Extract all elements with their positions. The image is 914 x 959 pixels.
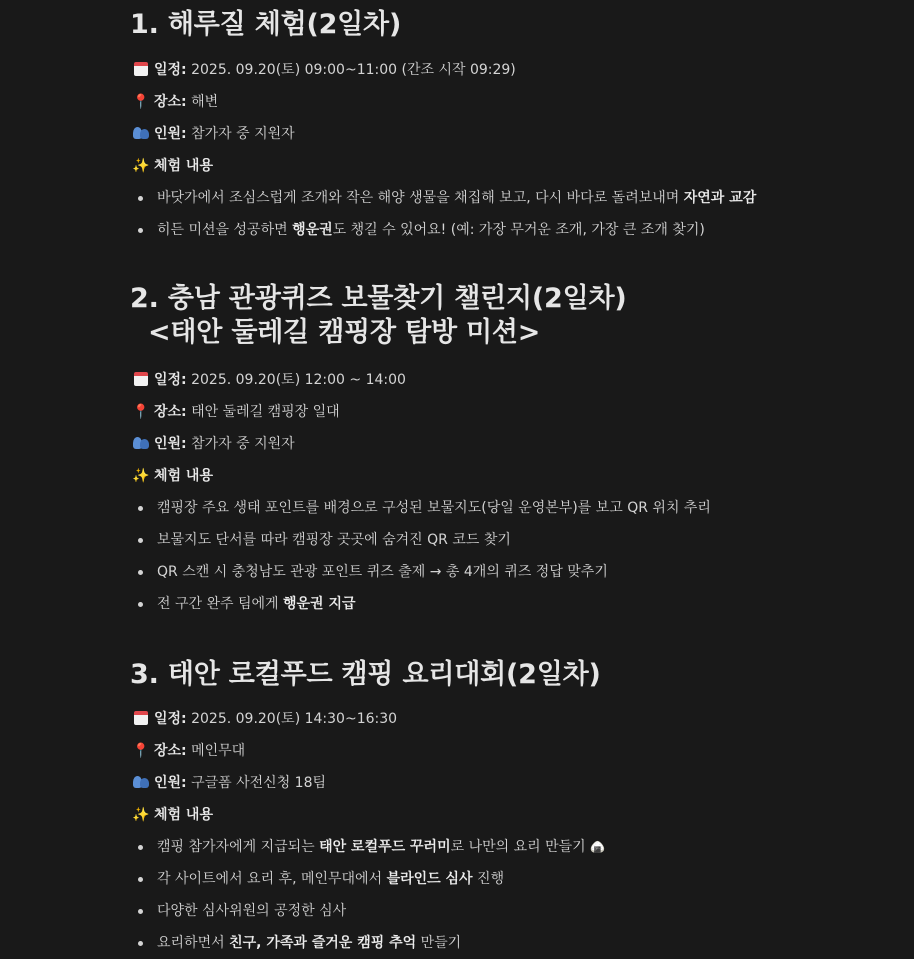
calendar-icon — [132, 54, 150, 86]
list-item: 요리하면서 친구, 가족과 즐거운 캠핑 추억 만들기 — [130, 927, 890, 959]
schedule-value: 2025. 09.20(토) 12:00 ~ 14:00 — [186, 372, 406, 388]
pin-icon: 📍 — [132, 94, 150, 110]
pin-icon: 📍 — [132, 404, 150, 420]
rice-ball-icon: 🍙 — [590, 840, 606, 854]
section-2-subtitle: <태안 둘레길 캠핑장 탐방 미션> — [148, 317, 541, 348]
place-label: 장소: — [154, 94, 187, 110]
list-item: 캠핑 참가자에게 지급되는 태안 로컬푸드 꾸러미로 나만의 요리 만들기 🍙 — [130, 831, 890, 863]
calendar-icon — [132, 703, 150, 735]
place-value: 태안 둘레길 캠핑장 일대 — [186, 404, 340, 420]
list-item: QR 스캔 시 충청남도 관광 포인트 퀴즈 출제 → 총 4개의 퀴즈 정답 맞추기 — [130, 556, 890, 588]
list-item: 히든 미션을 성공하면 행운권도 챙길 수 있어요! (예: 가장 무거운 조개, 가장 큰 조개 찾기) — [130, 214, 890, 246]
people-label: 인원: — [154, 775, 187, 791]
people-row — [132, 118, 890, 150]
people-value: 참가자 중 지원자 — [186, 436, 295, 452]
sparkles-icon: ✨ — [132, 158, 150, 174]
content-row — [132, 799, 890, 831]
content-row — [132, 150, 890, 182]
schedule-value: 2025. 09.20(토) 14:30~16:30 — [186, 711, 398, 727]
calendar-icon — [132, 364, 150, 396]
content-label: 체험 내용 — [154, 158, 213, 174]
content-list — [130, 492, 890, 620]
section-2-title — [130, 282, 890, 350]
place-value: 메인무대 — [186, 743, 246, 759]
list-item: 각 사이트에서 요리 후, 메인무대에서 블라인드 심사 진행 — [130, 863, 890, 895]
place-row — [132, 86, 890, 118]
content-label: 체험 내용 — [154, 807, 213, 823]
schedule-label: 일정: — [154, 62, 187, 78]
section-2-title-main: 2. 충남 관광퀴즈 보물찾기 챌린지(2일차) — [130, 283, 627, 314]
sparkles-icon: ✨ — [132, 807, 150, 823]
section-1-title: 1. 해루질 체험(2일차) — [130, 9, 402, 40]
list-item: 전 구간 완주 팀에게 행운권 지급 — [130, 588, 890, 620]
schedule-value: 2025. 09.20(토) 09:00~11:00 (간조 시작 09:29) — [186, 62, 516, 78]
people-value: 구글폼 사전신청 18팀 — [186, 775, 327, 791]
pin-icon: 📍 — [132, 743, 150, 759]
people-value: 참가자 중 지원자 — [186, 126, 295, 142]
place-value: 해변 — [186, 94, 219, 110]
place-row — [132, 735, 890, 767]
schedule-row — [132, 364, 890, 396]
list-item: 바닷가에서 조심스럽게 조개와 작은 해양 생물을 채집해 보고, 다시 바다로 돌려보내며 자연과 교감 — [130, 182, 890, 214]
list-item: 다양한 심사위원의 공정한 심사 — [130, 895, 890, 927]
schedule-row — [132, 703, 890, 735]
place-label: 장소: — [154, 743, 187, 759]
people-icon — [132, 118, 150, 150]
section-1 — [130, 8, 890, 246]
people-icon — [132, 767, 150, 799]
section-2 — [130, 282, 890, 620]
list-item: 보물지도 단서를 따라 캠핑장 곳곳에 숨겨진 QR 코드 찾기 — [130, 524, 890, 556]
list-item: 캠핑장 주요 생태 포인트를 배경으로 구성된 보물지도(당일 운영본부)를 보고 QR 위치 추리 — [130, 492, 890, 524]
people-label: 인원: — [154, 126, 187, 142]
schedule-row — [132, 54, 890, 86]
people-row — [132, 767, 890, 799]
people-row — [132, 428, 890, 460]
sparkles-icon: ✨ — [132, 468, 150, 484]
content-list — [130, 831, 890, 959]
people-label: 인원: — [154, 436, 187, 452]
section-3-title: 3. 태안 로컬푸드 캠핑 요리대회(2일차) — [130, 659, 601, 690]
place-row — [132, 396, 890, 428]
content-label: 체험 내용 — [154, 468, 213, 484]
place-label: 장소: — [154, 404, 187, 420]
schedule-label: 일정: — [154, 372, 187, 388]
schedule-label: 일정: — [154, 711, 187, 727]
people-icon — [132, 428, 150, 460]
content-list — [130, 182, 890, 246]
content-row — [132, 460, 890, 492]
section-3 — [130, 658, 890, 959]
